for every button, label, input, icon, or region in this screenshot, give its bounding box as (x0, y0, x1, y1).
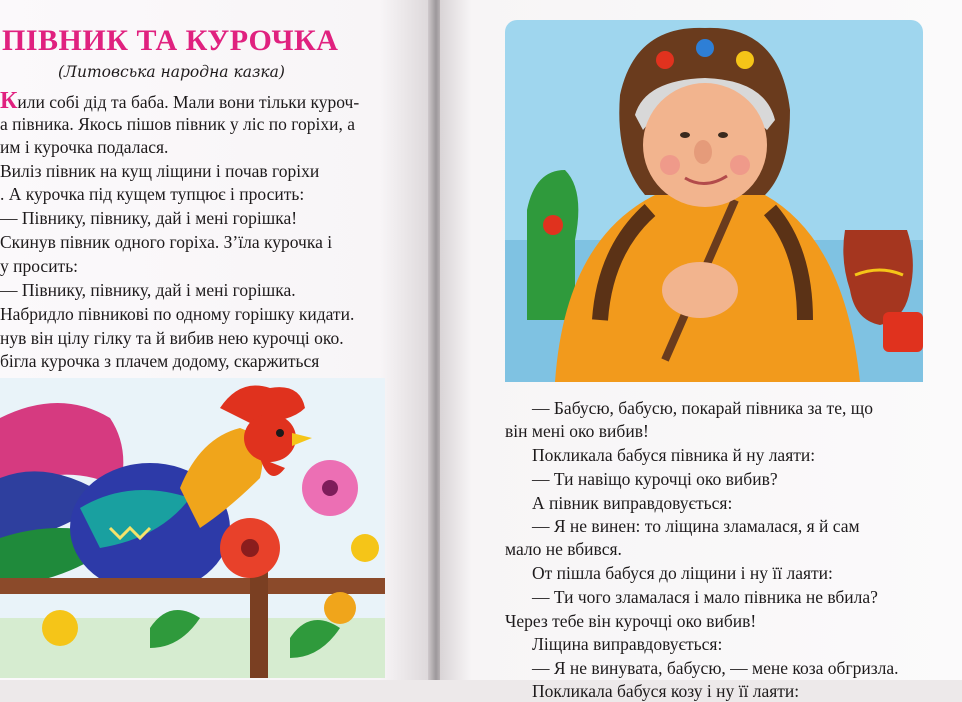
text-line: . А курочка під кущем тупцює і просить: (0, 184, 305, 204)
text-line: Покликала бабуся козу і ну її лаяти: (532, 681, 800, 701)
scarf-pattern (736, 51, 754, 69)
painted-flower (543, 215, 563, 235)
text-line: бігла курочка з плачем додому, скаржиться (0, 351, 320, 371)
text-line: А півник виправдовується: (532, 493, 733, 513)
text-line: а півника. Якось пішов півник у ліс по горіхи, а (0, 114, 355, 134)
text-line: — Півнику, півнику, дай і мені горішка. (0, 280, 296, 300)
rooster-illustration (0, 378, 385, 678)
rooster-head (244, 414, 296, 462)
text-line: — Я не винувата, бабусю, — мене коза обгризла. (532, 658, 899, 678)
text-line: Через тебе він курочці око вибив! (505, 611, 757, 631)
text-line: Виліз півник на кущ ліщини і почав горіхи (0, 161, 320, 181)
yellow-flower (351, 534, 379, 562)
text-line: — Ти чого зламалася і мало півника не вбила? (532, 587, 878, 607)
yellow-flower (42, 610, 78, 646)
text-line: им і курочка подалася. (0, 137, 169, 157)
eye (680, 132, 690, 138)
scarf-pattern (696, 39, 714, 57)
text-line: він мені око вибив! (505, 421, 649, 441)
text-line: — Я не винен: то ліщина зламалася, я й сам (532, 516, 860, 536)
drop-cap: К (0, 88, 18, 114)
text-line (0, 89, 359, 113)
text-line: у просить: (0, 256, 79, 276)
flower-center (241, 539, 259, 557)
text-line: Покликала бабуся півника й ну лаяти: (532, 445, 816, 465)
story-title: ПІВНИК ТА КУРОЧКА (2, 24, 339, 57)
painted-board (527, 170, 578, 320)
text-line: От пішла бабуся до ліщини і ну її лаяти: (532, 563, 833, 583)
text-line: — Бабусю, бабусю, покарай півника за те, що (532, 398, 873, 418)
text-line-content: или собі дід та баба. Мали вони тільки куроч- (17, 92, 360, 112)
text-line: — Ти навіщо курочці око вибив? (532, 469, 778, 489)
text-line: мало не вбився. (505, 539, 622, 559)
scarf-pattern (656, 51, 674, 69)
grandmother-illustration (505, 20, 923, 382)
text-line: нув він цілу гілку та й вибив нею курочці око. (0, 328, 344, 348)
orange-flower (324, 592, 356, 624)
fence-rail (0, 578, 385, 594)
left-page-text (0, 88, 390, 371)
text-line: Скинув півник одного горіха. З’їла курочка і (0, 232, 333, 252)
nose (694, 140, 712, 164)
right-page-text (505, 396, 945, 701)
text-line: Набридло півникові по одному горішку кидати. (0, 304, 355, 324)
story-subtitle: (Литовська народна казка) (58, 63, 285, 81)
cheek (660, 155, 680, 175)
cheek (730, 155, 750, 175)
hand (662, 262, 738, 318)
text-line: Ліщина виправдовується: (532, 634, 723, 654)
rooster-eye (276, 429, 284, 437)
text-line: — Півнику, півнику, дай і мені горішка! (0, 208, 298, 228)
eye (718, 132, 728, 138)
flower-center (322, 480, 338, 496)
red-cup (883, 312, 923, 352)
